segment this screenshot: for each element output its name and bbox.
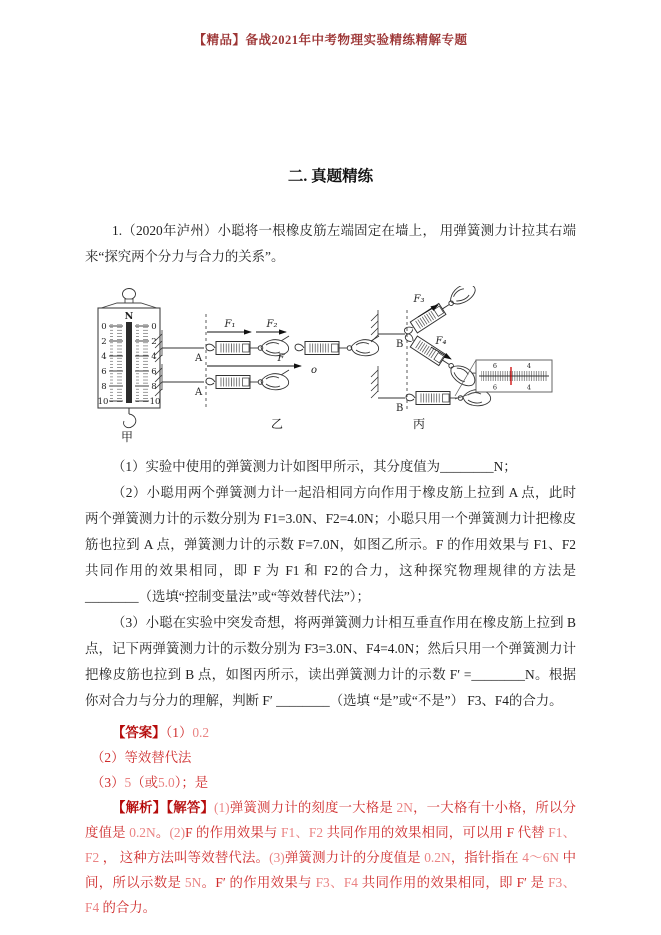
- figure-label-yi: 乙: [270, 417, 284, 431]
- setup-diagram-bing: [371, 286, 552, 431]
- force-f-label: F: [277, 353, 285, 364]
- scale-tick-label: 2: [101, 337, 107, 347]
- scale-tick-label: 10: [149, 397, 161, 407]
- point-a-label: A: [195, 353, 203, 364]
- setup-diagram-yi: [155, 314, 379, 431]
- section-title: 二. 真题精练: [287, 168, 374, 185]
- scale-tick-label: 0: [151, 322, 157, 332]
- scale-tick-label: 8: [101, 382, 107, 392]
- document-header: 【精品】备战2021年中考物理实验精练精解专题: [193, 33, 468, 47]
- inset-tick-label: 4: [526, 362, 532, 370]
- question-part-1: （1）实验中使用的弹簧测力计如图甲所示，其分度值为________N；: [112, 459, 517, 474]
- experiment-figure: [89, 286, 576, 446]
- point-o-label: o: [311, 365, 318, 376]
- scale-tick-label: 4: [101, 352, 107, 362]
- scale-tick-label: 10: [97, 397, 109, 407]
- experiment-figure-svg: [89, 286, 567, 446]
- question-intro: 1.（2020年泸州）小聪将一根橡皮筋左端固定在墙上， 用弹簧测力计拉其右端来“探究两个分力与合力的关系”。: [85, 223, 576, 264]
- scale-tick-label: 6: [101, 367, 107, 377]
- scale-tick-label: 2: [151, 337, 157, 347]
- scale-tick-label: 8: [151, 382, 157, 392]
- question-part-3: （3）小聪在实验中突发奇想，将两弹簧测力计相互垂直作用在橡皮筋上拉到 B 点，记下两弹簧测力计的示数分别为 F3=3.0N、F4=4.0N；然后只用一个弹簧测力计把橡皮筋也拉到 B 点，如图丙所示，读出弹簧测力计的示数 F′ =________N。根据你对合力与分力的理解，判断 F′ ________（选填 “是”或“不是”） F3、F4的合力。: [85, 615, 576, 708]
- scale-tick-label: 4: [151, 352, 157, 362]
- analysis-paragraph: 【解析】【解答】(1)弹簧测力计的刻度一大格是 2N，一大格有十小格，所以分度值是 0.2N。(2)F 的作用效果与 F1、F2 共同作用的效果相同，可以用 F 代替 F1、F2 ， 这种方法叫等效替代法。(3)弹簧测力计的分度值是 0.2N，指针指在 4～6N 中间，所以示数是 5N。F′ 的作用效果与 F3、F4 共同作用的效果相同，即 F′ 是 F3、F4 的合力。: [85, 800, 576, 915]
- inset-tick-label: 6: [492, 383, 498, 392]
- scale-tick-label: 0: [101, 322, 107, 332]
- answer-line-1: 【答案】（1）0.2: [112, 725, 210, 740]
- force-f4-label: F₄: [435, 336, 447, 347]
- point-a-label: A: [195, 387, 203, 398]
- inset-tick-label: 4: [526, 383, 532, 392]
- document-content: [85, 218, 576, 920]
- answer-line-3: （3）5（或5.0）；是: [91, 775, 209, 790]
- figure-label-jia: 甲: [120, 430, 134, 444]
- question-part-2: （2）小聪用两个弹簧测力计一起沿相同方向作用于橡皮筋上拉到 A 点，此时两个弹簧测力计的示数分别为 F1=3.0N、F2=4.0N；小聪只用一个弹簧测力计把橡皮筋也拉到 A 点，弹簧测力计的示数 F=7.0N，如图乙所示。F 的作用效果与 F1、F2共同作用的效果相同，即 F 为 F1 和 F2的合力，这种探究物理规律的方法是________（选填“控制变量法”或“等效替代法”）；: [85, 485, 576, 604]
- force-f1-label: F₁: [224, 319, 236, 330]
- scale-tick-label: 6: [151, 367, 157, 377]
- force-f3-label: F₃: [413, 294, 425, 305]
- spring-scale-diagram-jia: [98, 289, 161, 445]
- force-f2-label: F₂: [266, 319, 278, 330]
- inset-tick-label: 6: [492, 362, 498, 370]
- magnified-scale-inset: [476, 360, 552, 392]
- point-b-label: B: [396, 339, 404, 350]
- scale-unit-label: N: [124, 311, 134, 322]
- answer-line-2: （2）等效替代法: [91, 750, 192, 765]
- figure-label-bing: 丙: [412, 417, 426, 431]
- point-b-label: B: [396, 403, 404, 414]
